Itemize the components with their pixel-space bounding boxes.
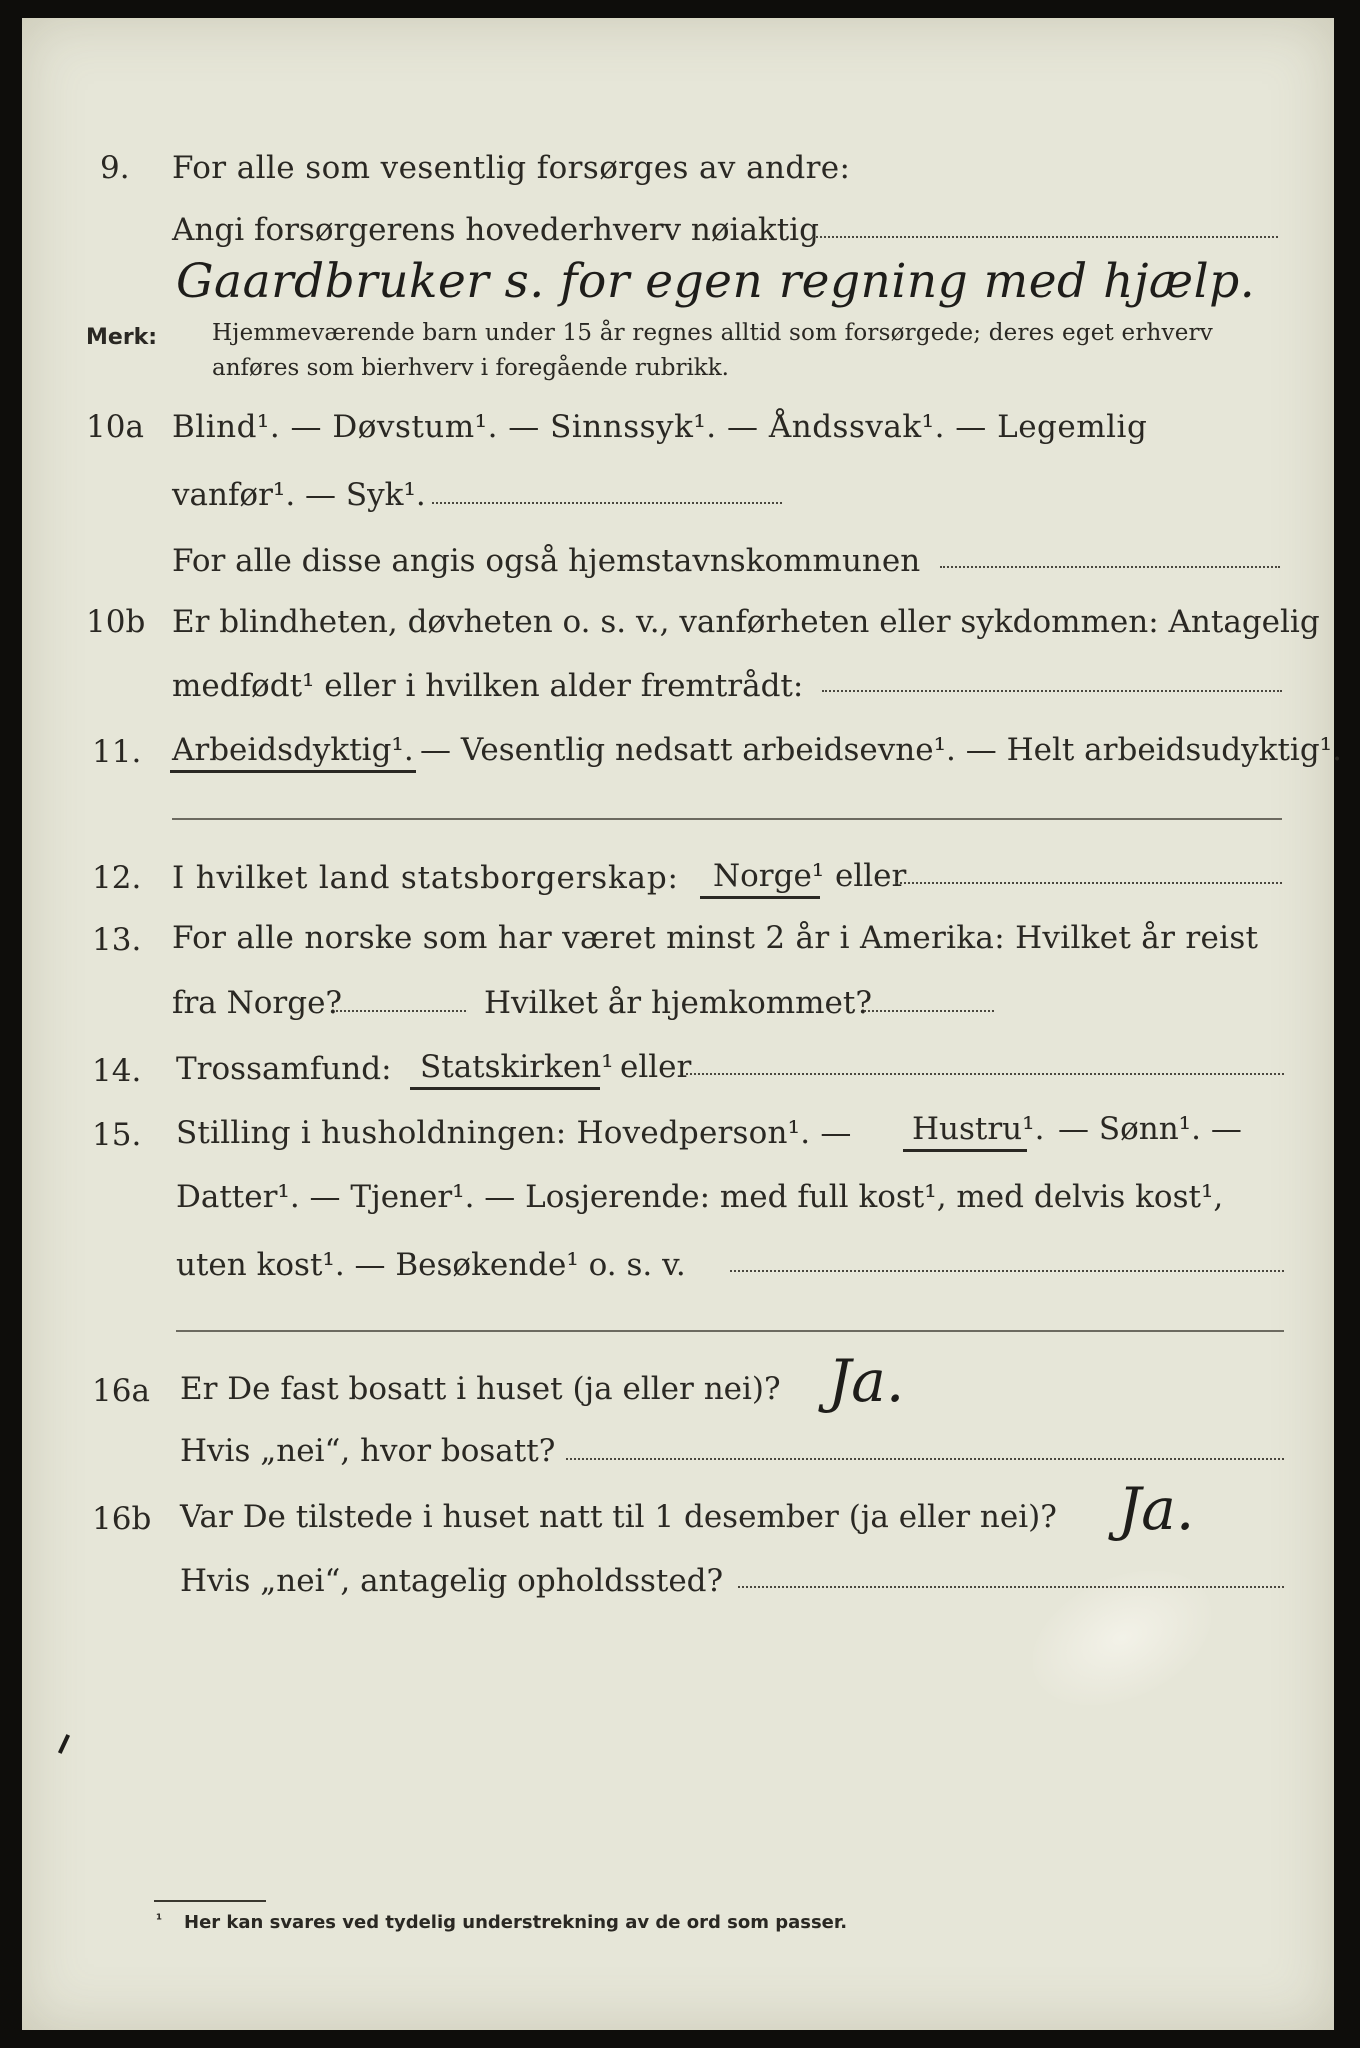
q13-line1: For alle norske som har været minst 2 år i Amerika: Hvilket år reist — [172, 920, 1259, 956]
paper-stain — [1011, 1543, 1234, 1732]
q10a-kommune-line — [940, 566, 1280, 568]
q16b-handwritten-answer: Ja. — [1118, 1475, 1195, 1543]
q15-underline — [903, 1149, 1027, 1152]
q13-reist-line — [336, 1010, 466, 1012]
q16a-number: 16a — [92, 1373, 150, 1409]
q14-answer-line — [686, 1073, 1284, 1075]
footnote-text: Her kan svares ved tydelig understrekning av de ord som passer. — [184, 1912, 848, 1933]
q15-line3: uten kost¹. — Besøkende¹ o. s. v. — [176, 1247, 686, 1283]
merk-line2: anføres som bierhverv i foregående rubrikk. — [212, 355, 729, 381]
q15-number: 15. — [92, 1117, 142, 1153]
merk-label: Merk: — [86, 325, 158, 350]
q9-line2: Angi forsørgerens hovederhverv nøiaktig — [172, 212, 819, 248]
q15-after: — Sønn¹. — — [1058, 1111, 1242, 1147]
q16b-line1: Var De tilstede i huset natt til 1 desember (ja eller nei)? — [180, 1499, 1057, 1535]
q13-number: 13. — [92, 922, 142, 958]
q13-line2b: Hvilket år hjemkommet? — [484, 985, 872, 1021]
q16a-answer-line — [566, 1458, 1284, 1460]
q14-number: 14. — [92, 1053, 142, 1089]
q11-underline — [170, 770, 416, 773]
q10a-line3: For alle disse angis også hjemstavnskommunen — [172, 543, 921, 579]
q12-option-norge: Norge¹ — [713, 858, 825, 894]
q12-after: eller — [835, 858, 907, 894]
q10b-number: 10b — [86, 604, 146, 640]
q9-handwritten-answer: Gaardbruker s. for egen regning med hjælp. — [176, 254, 1256, 309]
q11-answer-rule — [172, 818, 1282, 820]
q14-underline — [410, 1087, 600, 1090]
q12-number: 12. — [92, 860, 142, 896]
merk-line1: Hjemmeværende barn under 15 år regnes alltid som forsørgede; deres eget erhverv — [212, 320, 1213, 346]
q13-hjemkommet-line — [864, 1010, 994, 1012]
q15-answer-line — [730, 1270, 1284, 1272]
q16a-handwritten-answer: Ja. — [828, 1347, 905, 1415]
q15-option-hustru: Hustru¹. — [912, 1111, 1045, 1147]
q13-line2a: fra Norge? — [172, 985, 343, 1021]
q16a-line2: Hvis „nei“, hvor bosatt? — [180, 1433, 556, 1469]
q16b-answer-line — [738, 1586, 1284, 1588]
q14-text: Trossamfund: — [176, 1051, 392, 1087]
q12-underline — [700, 896, 820, 899]
q16b-line2: Hvis „nei“, antagelig opholdssted? — [180, 1563, 724, 1599]
q11-number: 11. — [92, 734, 142, 770]
q15-answer-rule — [176, 1330, 1284, 1332]
q12-text: I hvilket land statsborgerskap: — [172, 860, 679, 896]
q10a-number: 10a — [86, 409, 144, 445]
q9-answer-line — [812, 236, 1278, 238]
q11-rest: — Vesentlig nedsatt arbeidsevne¹. — Helt arbeidsudyktig¹. — [420, 732, 1342, 768]
q14-after: eller — [620, 1049, 692, 1085]
q10a-line2: vanfør¹. — Syk¹. — [172, 477, 426, 513]
q10b-alder-line — [822, 690, 1282, 692]
q16a-line1: Er De fast bosatt i huset (ja eller nei)? — [180, 1371, 781, 1407]
q10b-line1: Er blindheten, døvheten o. s. v., vanførheten eller sykdommen: Antagelig — [172, 604, 1320, 640]
q10a-line1: Blind¹. — Døvstum¹. — Sinnssyk¹. — Åndssvak¹. — Legemlig — [172, 409, 1148, 445]
q12-answer-line — [896, 882, 1282, 884]
footnote-rule — [154, 1900, 266, 1902]
q15-text: Stilling i husholdningen: Hovedperson¹. — — [176, 1115, 852, 1151]
q10a-syk-line — [432, 502, 782, 504]
footnote-marker: ¹ — [156, 1912, 163, 1928]
q11-option-arbeidsdyktig: Arbeidsdyktig¹. — [172, 732, 414, 768]
q16b-number: 16b — [92, 1501, 152, 1537]
q14-option-statskirken: Statskirken¹ — [420, 1049, 614, 1085]
q15-line2: Datter¹. — Tjener¹. — Losjerende: med full kost¹, med delvis kost¹, — [176, 1179, 1224, 1215]
q9-line1: For alle som vesentlig forsørges av andre: — [172, 150, 851, 186]
q9-number: 9. — [100, 150, 130, 186]
q10b-line2: medfødt¹ eller i hvilken alder fremtrådt: — [172, 668, 804, 704]
